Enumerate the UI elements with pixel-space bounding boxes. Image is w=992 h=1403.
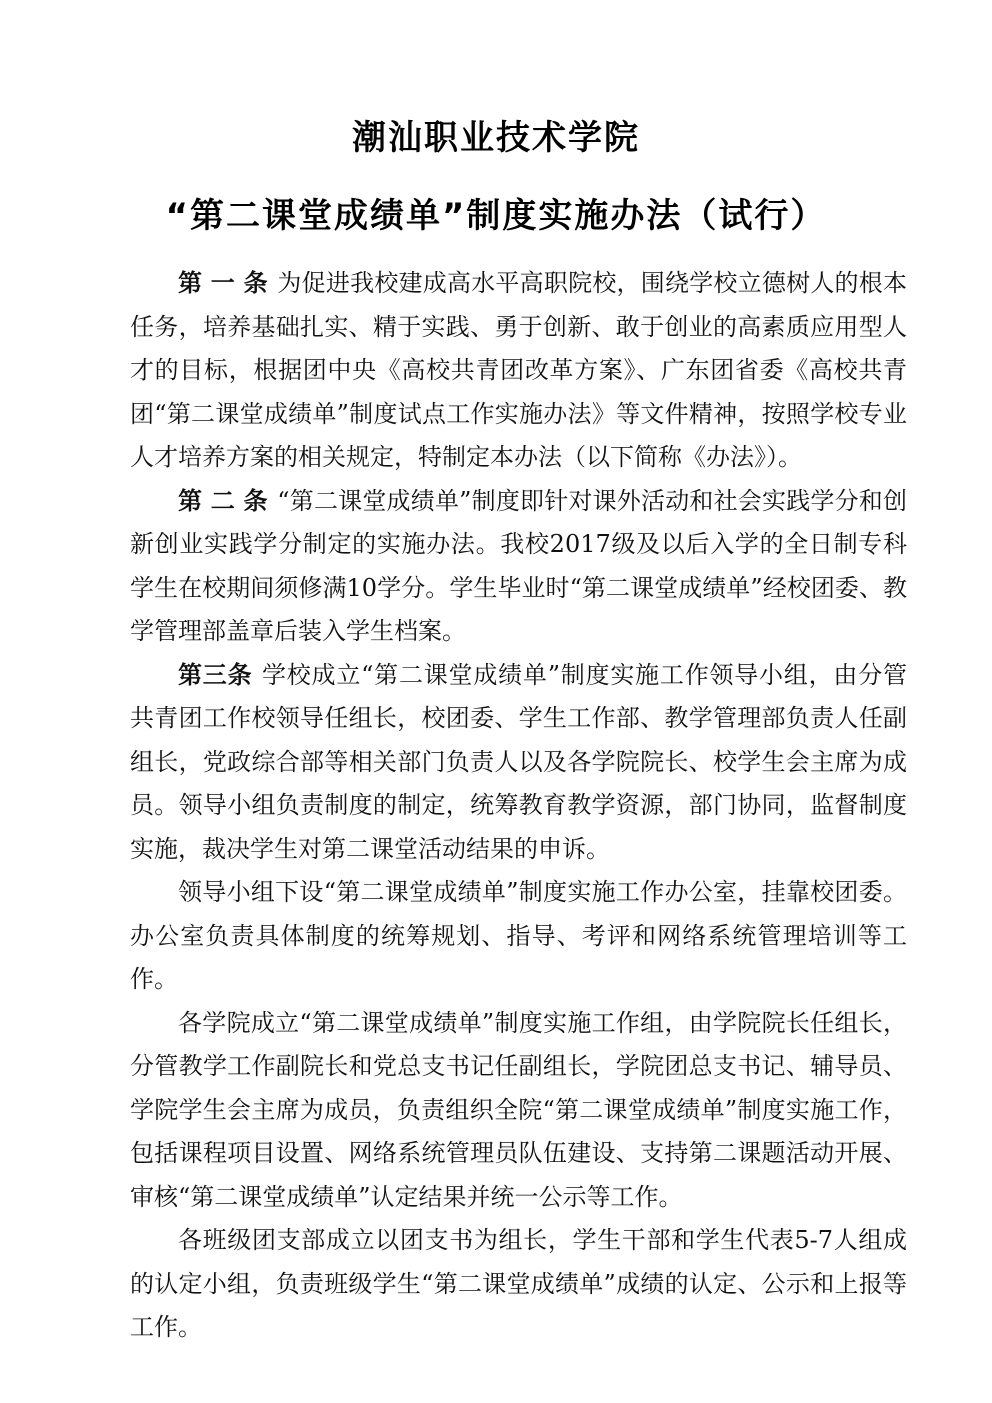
leadership-office-paragraph [130, 871, 907, 1002]
class-group-paragraph [130, 1219, 907, 1350]
document-body [130, 262, 907, 1350]
college-workgroup-text: 各学院成立“第二课堂成绩单”制度实施工作组，由学院院长任组长，分管教学工作副院长和党总支书记任副组长，学院团总支书记、辅导员、学院学生会主席为成员，负责组织全院“第二课堂成绩单”制度实施工作，包括课程项目设置、网络系统管理员队伍建设、支持第二课题活动开展、审核“第二课堂成绩单”认定结果并统一公示等工作。 [130, 1008, 907, 1211]
article-2-paragraph [130, 480, 907, 654]
document-title-school: 潮汕职业技术学院 [352, 118, 640, 158]
article-1-paragraph [130, 262, 907, 480]
article-3-paragraph [130, 654, 907, 872]
article-1-label: 第 一 条 [178, 269, 268, 297]
article-3-label: 第三条 [178, 660, 253, 689]
class-group-text: 各班级团支部成立以团支书为组长，学生干部和学生代表5-7人组成的认定小组，负责班级学生“第二课堂成绩单”成绩的认定、公示和上报等工作。 [130, 1226, 907, 1341]
article-1-text: 为促进我校建成高水平高职院校，围绕学校立德树人的根本任务，培养基础扎实、精于实践、勇于创新、敢于创业的高素质应用型人才的目标，根据团中央《高校共青团改革方案》、广东团省委《高校共青团“第二课堂成绩单”制度试点工作实施办法》等文件精神，按照学校专业人才培养方案的相关规定，特制定本办法（以下简称《办法》）。 [130, 269, 907, 471]
document-title-policy: “第二课堂成绩单”制度实施办法（试行） [165, 196, 827, 236]
article-2-label: 第 二 条 [178, 486, 268, 515]
leadership-office-text: 领导小组下设“第二课堂成绩单”制度实施工作办公室，挂靠校团委。办公室负责具体制度的统筹规划、指导、考评和网络系统管理培训等工作。 [130, 878, 907, 993]
college-workgroup-paragraph [130, 1002, 907, 1220]
article-2-text: “第二课堂成绩单”制度即针对课外活动和社会实践学分和创新创业实践学分制定的实施办法。我校2017级及以后入学的全日制专科学生在校期间须修满10学分。学生毕业时“第二课堂成绩单”经校团委、教学管理部盖章后装入学生档案。 [130, 486, 907, 645]
article-3-text: 学校成立“第二课堂成绩单”制度实施工作领导小组，由分管共青团工作校领导任组长，校团委、学生工作部、教学管理部负责人任副组长，党政综合部等相关部门负责人以及各学院院长、校学生会主席为成员。领导小组负责制度的制定，统筹教育教学资源，部门协同，监督制度实施，裁决学生对第二课堂活动结果的申诉。 [130, 660, 908, 863]
